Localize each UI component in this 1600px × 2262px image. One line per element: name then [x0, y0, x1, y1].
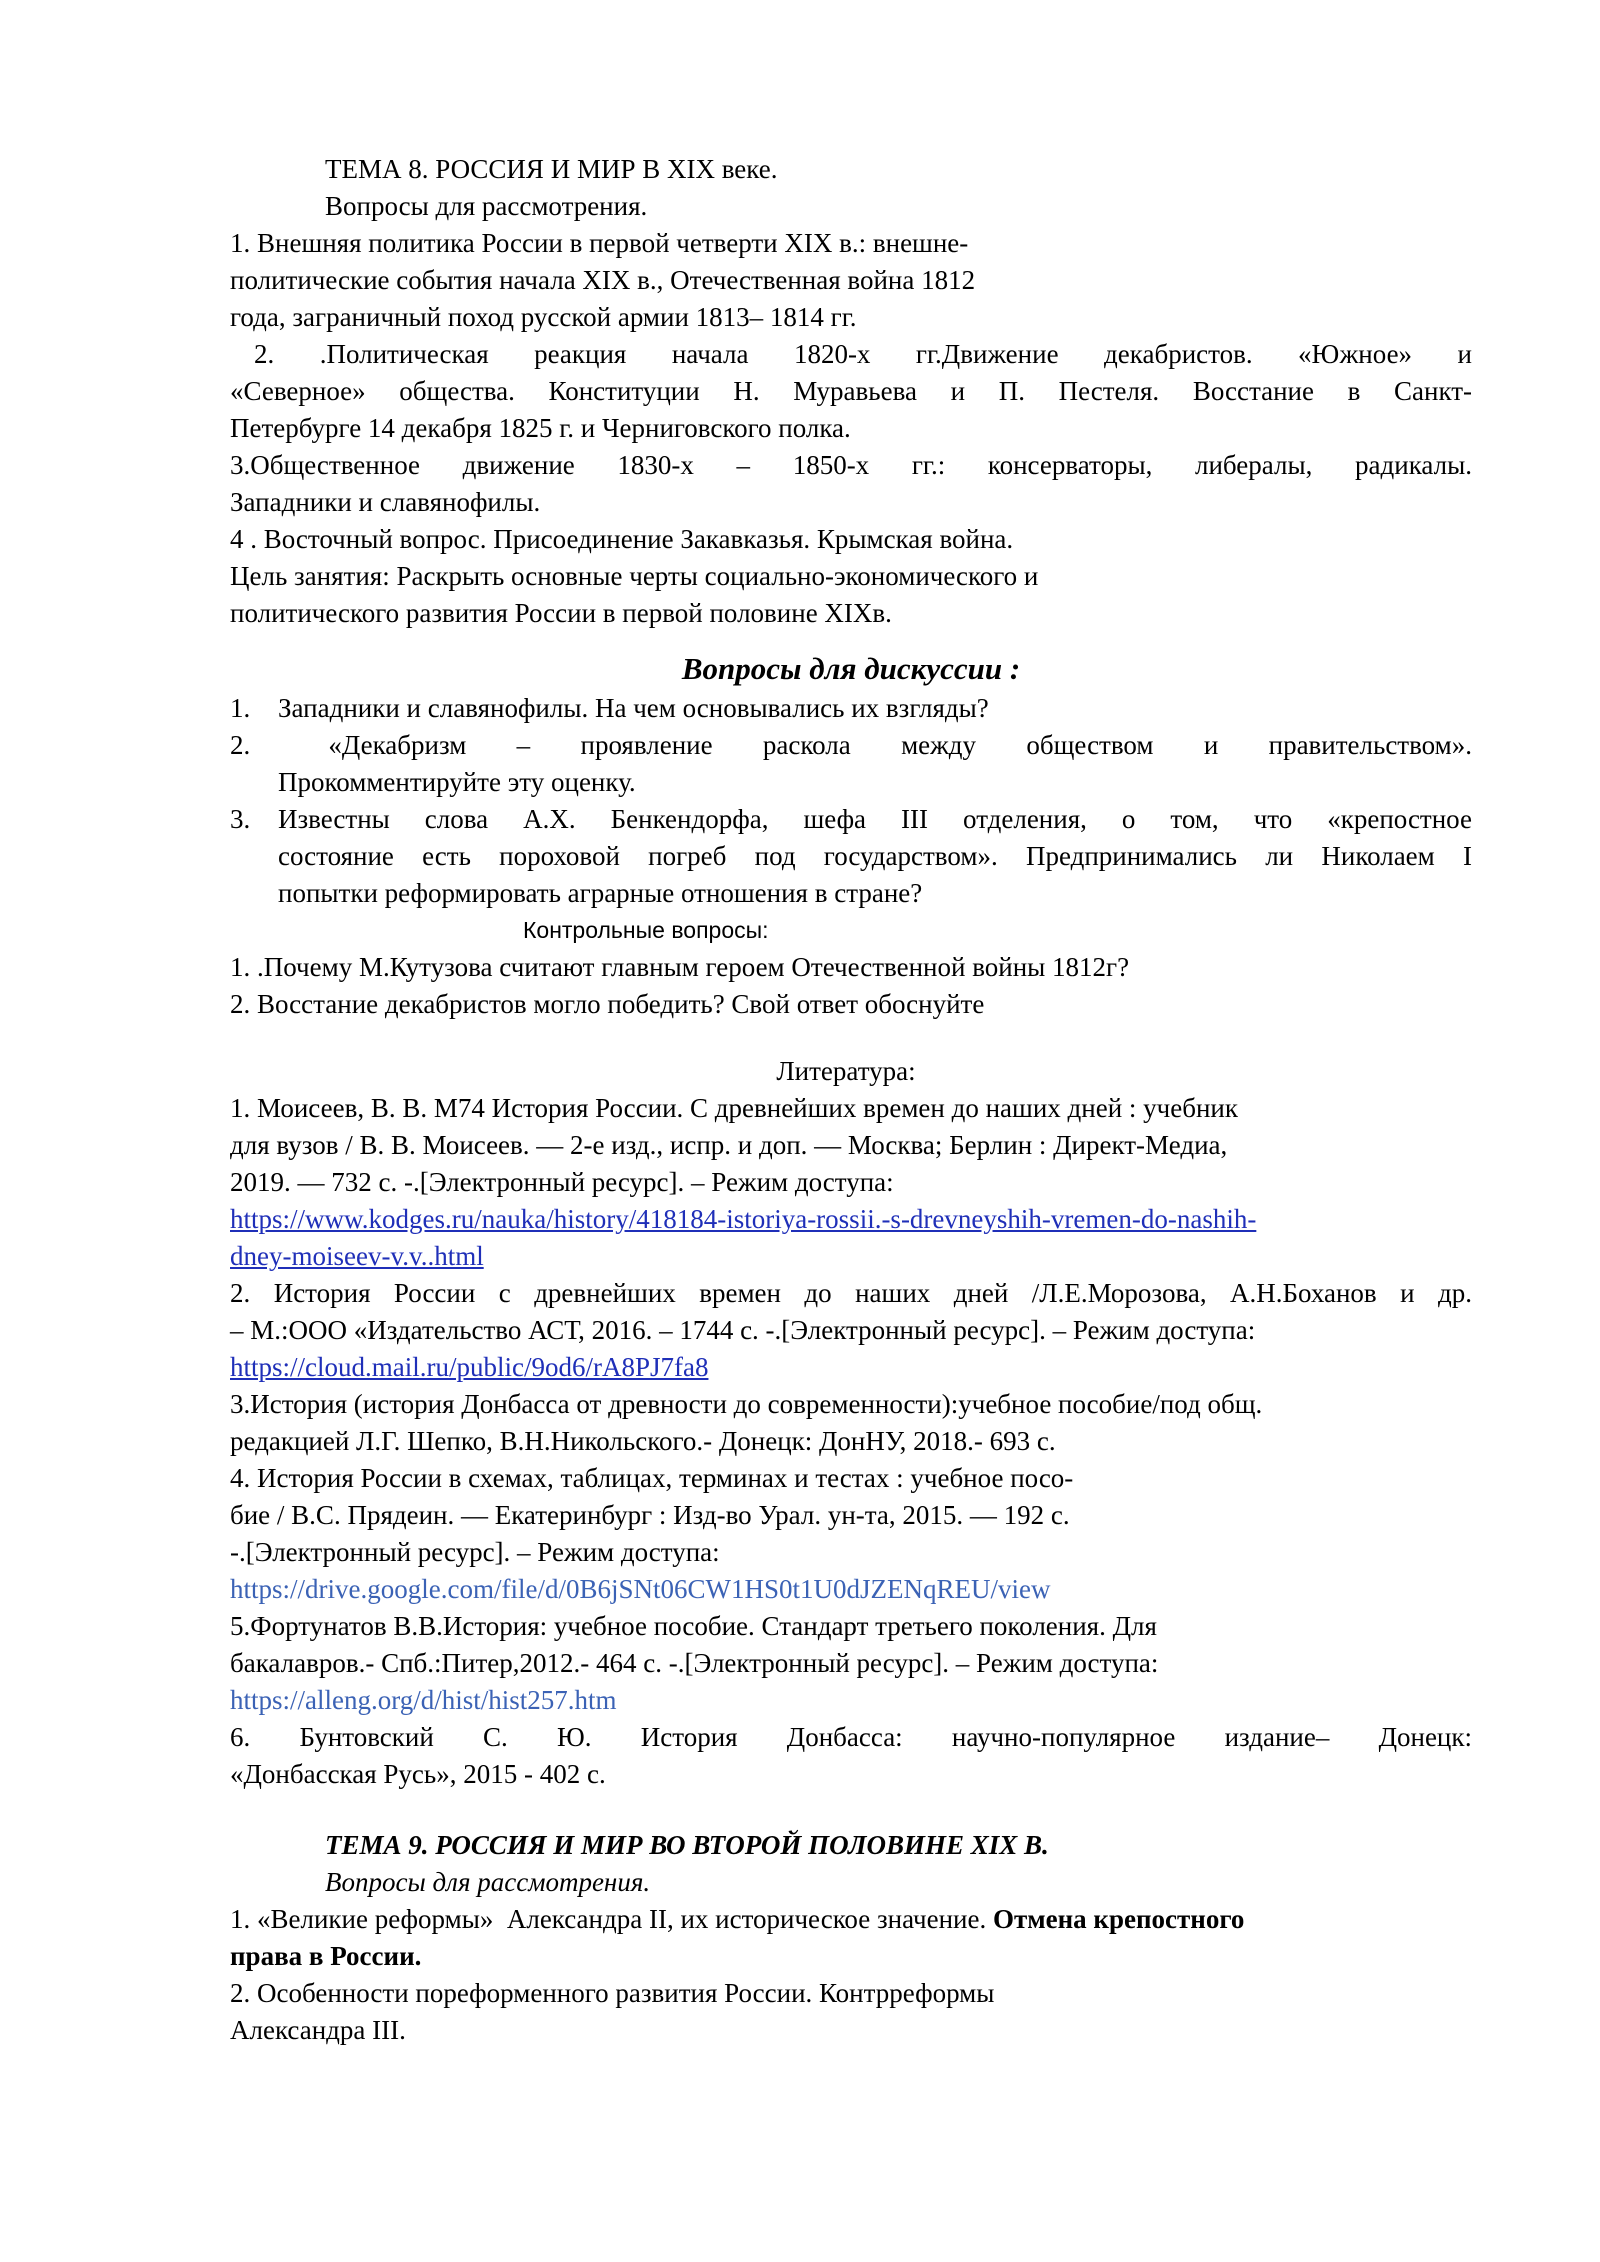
text-line: бакалавров.- Спб.:Питер,2012.- 464 с. -.[Электронный ресурс]. – Режим доступа: — [230, 1648, 1159, 1678]
text-line: 2. Особенности пореформенного развития России. Контрреформы — [230, 1978, 995, 2008]
text-line: 3.Общественное движение 1830-х – 1850-х гг.: консерваторы, либералы, радикалы. — [230, 450, 1472, 480]
topic8-question-1 — [230, 225, 1472, 336]
text-line: для вузов / В. В. Моисеев. — 2-е изд., испр. и доп. — Москва; Берлин : Директ-Медиа, — [230, 1130, 1228, 1160]
link-line[interactable]: https://www.kodges.ru/nauka/history/418184-istoriya-rossii.-s-drevneyshih-vremen-do-nashih- — [230, 1204, 1257, 1234]
reference-4 — [230, 1460, 1472, 1608]
question-emphasis: Отмена крепостного — [992, 1904, 1245, 1934]
control-heading: Контрольные вопросы: — [523, 917, 769, 943]
topic9-question-1 — [230, 1901, 1472, 1975]
control-question: 2. Восстание декабристов могло победить? Свой ответ обоснуйте — [230, 989, 985, 1019]
reference-2 — [230, 1275, 1472, 1386]
document-page — [230, 151, 1472, 2049]
text-line: Александра III. — [230, 2015, 406, 2045]
topic8-question-2 — [230, 336, 1472, 447]
link-line[interactable]: dney-moiseev-v.v..html — [230, 1241, 484, 1271]
topic9-question-2 — [230, 1975, 1472, 2049]
text-line: 6. Бунтовский С. Ю. История Донбасса: научно-популярное издание– Донецк: — [230, 1722, 1472, 1752]
topic9-title: ТЕМА 9. РОССИЯ И МИР ВО ВТОРОЙ ПОЛОВИНЕ XIX В. — [325, 1830, 1049, 1860]
list-item — [230, 727, 1472, 801]
text-line: попытки реформировать аграрные отношения в стране? — [278, 878, 923, 908]
text-line: 2. История России с древнейших времен до наших дней /Л.Е.Морозова, А.Н.Боханов и др. — [230, 1278, 1472, 1308]
question-text: 1. «Великие реформы» Александра II, их историческое значение. — [230, 1904, 993, 1934]
text-line: Прокомментируйте эту оценку. — [278, 767, 636, 797]
text-line: «Северное» общества. Конституции Н. Муравьева и П. Пестеля. Восстание в Санкт- — [230, 376, 1472, 406]
reference-1-link[interactable] — [230, 1201, 1472, 1275]
text-line: 2019. — 732 с. -.[Электронный ресурс]. – Режим доступа: — [230, 1167, 894, 1197]
text-line: 1. Внешняя политика России в первой четверти XIX в.: внешне- — [230, 228, 969, 258]
text-line: -.[Электронный ресурс]. – Режим доступа: — [230, 1537, 720, 1567]
text-line: бие / В.С. Прядеин. — Екатеринбург : Изд-во Урал. ун-та, 2015. — 192 с. — [230, 1500, 1070, 1530]
text-line — [230, 1901, 1472, 1938]
literature-heading: Литература: — [776, 1056, 916, 1086]
text-line: 5.Фортунатов В.В.История: учебное пособие. Стандарт третьего поколения. Для — [230, 1611, 1157, 1641]
spacer — [230, 1793, 1472, 1827]
text-line: Известны слова А.Х. Бенкендорфа, шефа III отделения, о том, что «крепостное — [278, 804, 1472, 834]
text-line: «Донбасская Русь», 2015 - 402 с. — [230, 1759, 606, 1789]
text-line: политического развития России в первой половине XIXв. — [230, 598, 892, 628]
text-line: Западники и славянофилы. — [230, 487, 541, 517]
text-line: Цель занятия: Раскрыть основные черты социально-экономического и — [230, 561, 1039, 591]
discussion-heading: Вопросы для дискуссии : — [681, 651, 1021, 686]
list-item-number: 2. — [230, 730, 251, 760]
text-line: 4. История России в схемах, таблицах, терминах и тестах : учебное посо- — [230, 1463, 1074, 1493]
text-line: «Декабризм – проявление раскола между обществом и правительством». — [278, 730, 1472, 760]
topic8-question-4: 4 . Восточный вопрос. Присоединение Закавказья. Крымская война. — [230, 524, 1014, 554]
question-emphasis: права в России. — [230, 1941, 422, 1971]
text-line: состояние есть пороховой погреб под государством». Предпринимались ли Николаем I — [278, 841, 1472, 871]
list-item-number: 1. — [230, 693, 251, 723]
reference-3 — [230, 1386, 1472, 1460]
text-line: 1. Моисеев, В. В. М74 История России. С древнейших времен до наших дней : учебник — [230, 1093, 1238, 1123]
topic8-question-3 — [230, 447, 1472, 521]
topic8-title: ТЕМА 8. РОССИЯ И МИР В XIX веке. — [325, 154, 778, 184]
text-line: Западники и славянофилы. На чем основывались их взгляды? — [278, 693, 989, 723]
text-line: года, заграничный поход русской армии 1813– 1814 гг. — [230, 302, 857, 332]
text-line: редакцией Л.Г. Шепко, В.Н.Никольского.- Донецк: ДонНУ, 2018.- 693 с. — [230, 1426, 1056, 1456]
discussion-list — [230, 690, 1472, 912]
topic8-goal — [230, 558, 1472, 632]
text-line: – М.:ООО «Издательство АСТ, 2016. – 1744 с. -.[Электронный ресурс]. – Режим доступа: — [230, 1315, 1256, 1345]
topic8-subtitle: Вопросы для рассмотрения. — [325, 191, 648, 221]
control-question: 1. .Почему М.Кутузова считают главным героем Отечественной войны 1812г? — [230, 952, 1130, 982]
list-item — [230, 690, 1472, 727]
reference-6 — [230, 1719, 1472, 1793]
reference-5 — [230, 1608, 1472, 1719]
topic9-subtitle: Вопросы для рассмотрения. — [325, 1867, 651, 1897]
reference-5-link[interactable]: https://alleng.org/d/hist/hist257.htm — [230, 1685, 617, 1715]
text-line: 2. .Политическая реакция начала 1820-х гг.Движение декабристов. «Южное» и — [254, 339, 1472, 369]
text-line: Петербурге 14 декабря 1825 г. и Черниговского полка. — [230, 413, 851, 443]
spacer — [230, 632, 1472, 648]
list-item-text — [278, 727, 1472, 801]
text-line: политические события начала XIX в., Отечественная война 1812 — [230, 265, 976, 295]
reference-1 — [230, 1090, 1472, 1275]
list-item — [230, 801, 1472, 912]
reference-4-link[interactable]: https://drive.google.com/file/d/0B6jSNt06CW1HS0t1U0dJZENqREU/view — [230, 1574, 1051, 1604]
reference-2-link[interactable]: https://cloud.mail.ru/public/9od6/rA8PJ7fa8 — [230, 1352, 709, 1382]
list-item-number: 3. — [230, 804, 251, 834]
text-line: 3.История (история Донбасса от древности до современности):учебное пособие/под общ. — [230, 1389, 1263, 1419]
spacer — [230, 1023, 1472, 1053]
list-item-text — [278, 801, 1472, 912]
list-item-text — [278, 690, 1472, 727]
